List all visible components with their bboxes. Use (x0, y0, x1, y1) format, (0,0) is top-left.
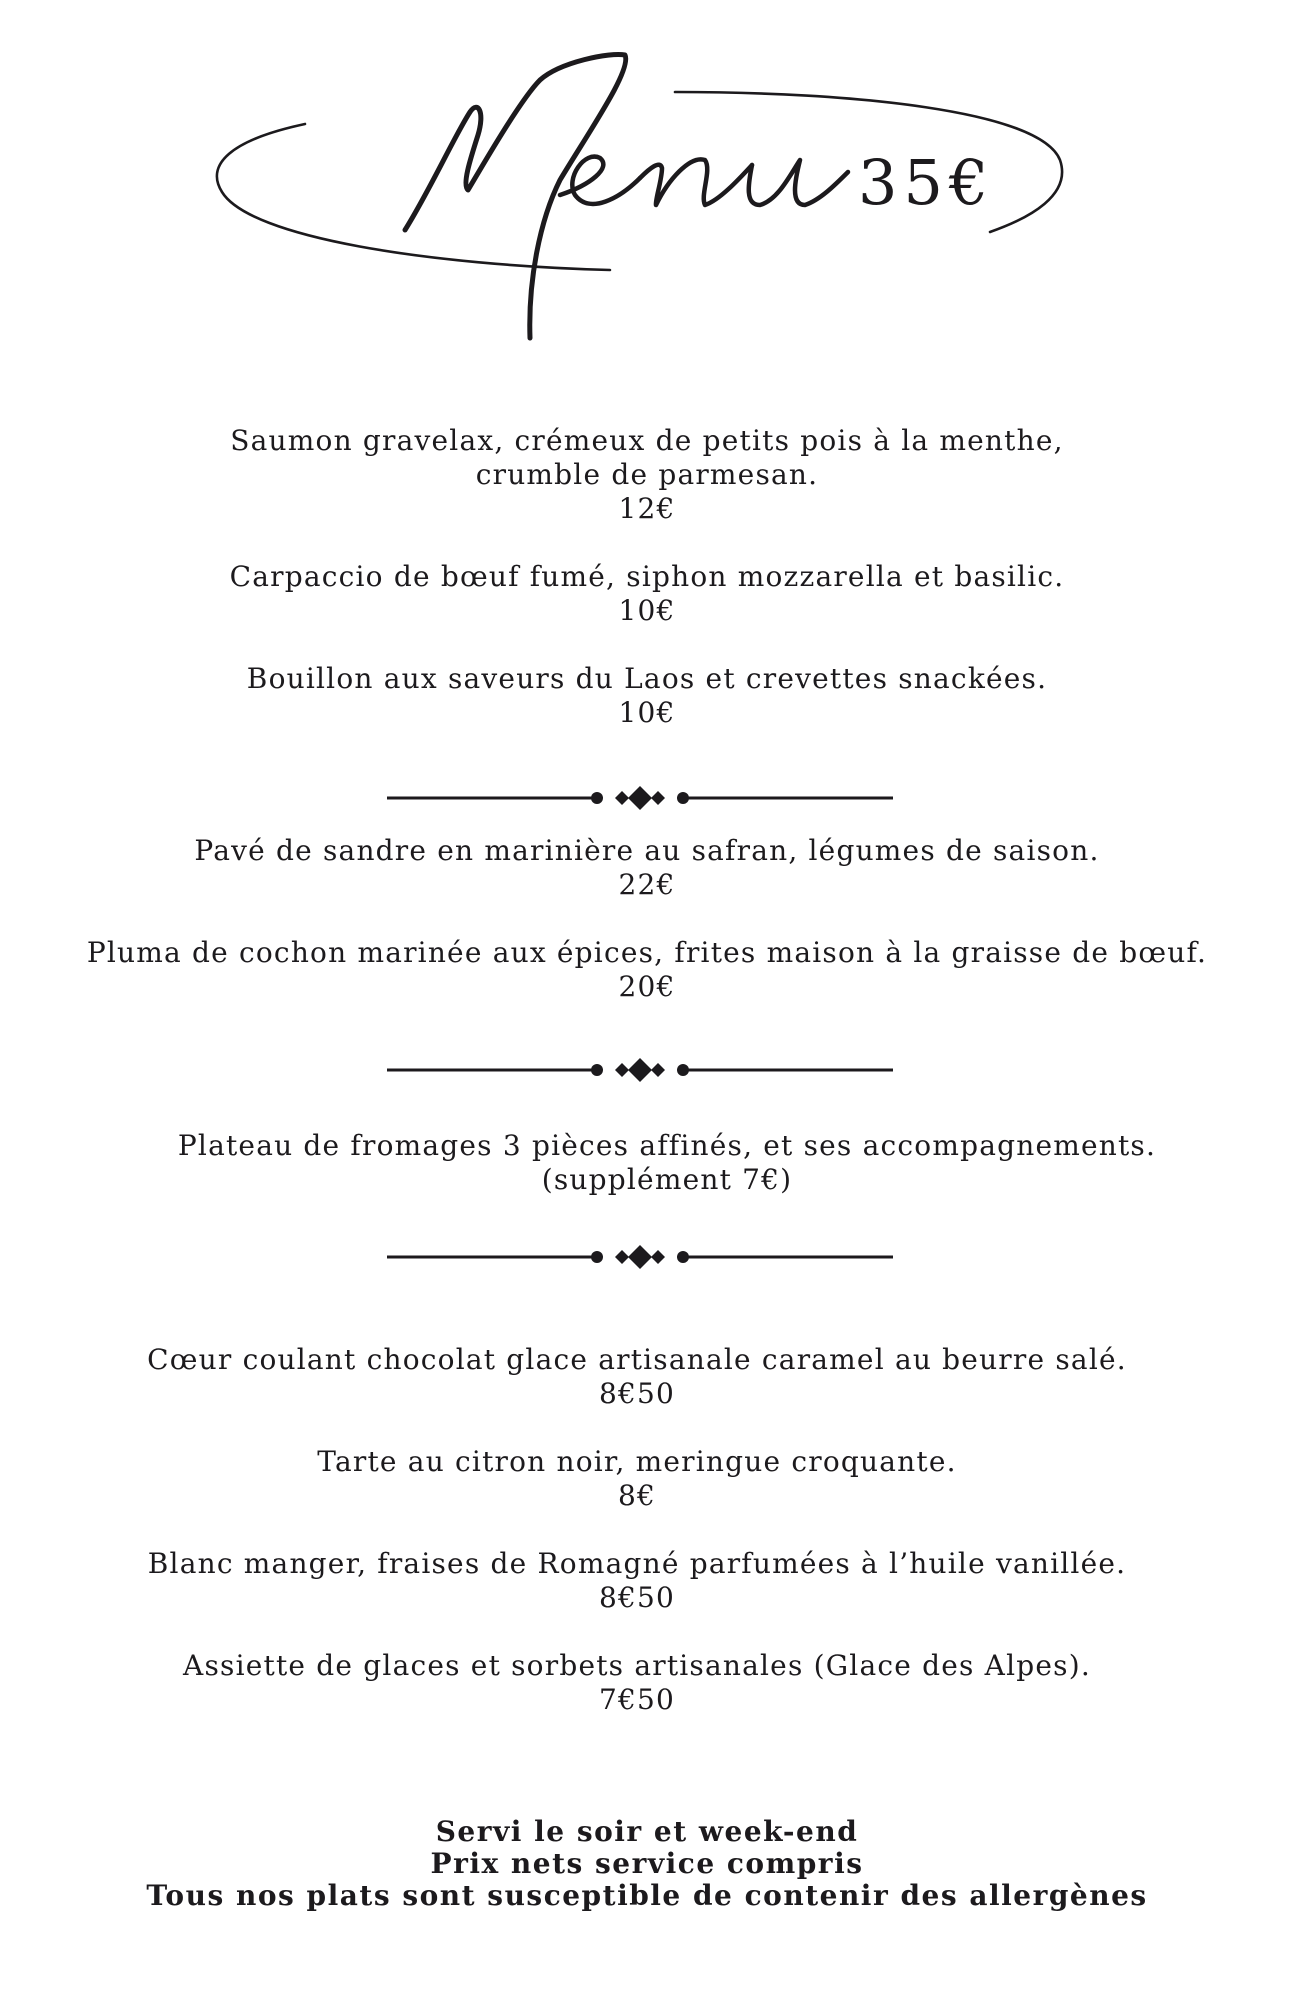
dish-name: Pavé de sandre en marinière au safran, légumes de saison. (194, 834, 1100, 867)
desserts-section (0, 1343, 1284, 1751)
dish-name-continued: crumble de parmesan. (475, 458, 819, 491)
dish-supplement: (supplément 7€) (541, 1163, 793, 1196)
dish-item (0, 1547, 1284, 1615)
dish-price: 8€ (617, 1479, 657, 1512)
dish-item (0, 560, 1294, 628)
footer-service-hours: Servi le soir et week-end (435, 1815, 859, 1848)
dish-name: Assiette de glaces et sorbets artisanales (Glace des Alpes). (183, 1649, 1091, 1682)
dish-item (0, 1343, 1284, 1411)
dish-item (0, 936, 1294, 1004)
dish-price: 10€ (618, 594, 676, 627)
dish-name: Blanc manger, fraises de Romagné parfumées à l’huile vanillée. (147, 1547, 1127, 1580)
dish-price: 10€ (618, 696, 676, 729)
dish-item (0, 1649, 1284, 1717)
menu-script-logo (0, 0, 1294, 360)
dish-item (0, 424, 1294, 526)
ornament-divider (385, 783, 895, 813)
dish-name: Plateau de fromages 3 pièces affinés, et ses accompagnements. (177, 1129, 1157, 1162)
dish-name: Cœur coulant chocolat glace artisanale caramel au beurre salé. (147, 1343, 1127, 1376)
dish-name: Pluma de cochon marinée aux épices, frites maison à la graisse de bœuf. (86, 936, 1208, 969)
footer-allergen-note: Tous nos plats sont susceptible de contenir des allergènes (146, 1879, 1148, 1912)
dish-price: 7€50 (598, 1683, 676, 1716)
starters-section (0, 424, 1294, 764)
footer-price-note: Prix nets service compris (430, 1847, 864, 1880)
dish-name: Carpaccio de bœuf fumé, siphon mozzarella et basilic. (229, 560, 1065, 593)
menu-price: 35€ (858, 146, 995, 219)
dish-name: Bouillon aux saveurs du Laos et crevettes snackées. (246, 662, 1048, 695)
dish-price: 12€ (618, 492, 676, 525)
dish-price: 8€50 (598, 1377, 676, 1410)
dish-item (0, 1445, 1284, 1513)
dish-price: 8€50 (598, 1581, 676, 1614)
ornament-divider (385, 1242, 895, 1272)
dish-name: Tarte au citron noir, meringue croquante. (317, 1445, 957, 1478)
menu-header (0, 0, 1294, 360)
dish-price: 22€ (618, 868, 676, 901)
dish-name: Saumon gravelax, crémeux de petits pois à la menthe, (230, 424, 1064, 457)
mains-section (0, 834, 1294, 1038)
menu-footer (0, 1816, 1294, 1912)
ornament-divider (385, 1055, 895, 1085)
dish-item (0, 834, 1294, 902)
dish-price: 20€ (618, 970, 676, 1003)
cheese-section (20, 1129, 1294, 1231)
dish-item (20, 1129, 1294, 1197)
dish-item (0, 662, 1294, 730)
